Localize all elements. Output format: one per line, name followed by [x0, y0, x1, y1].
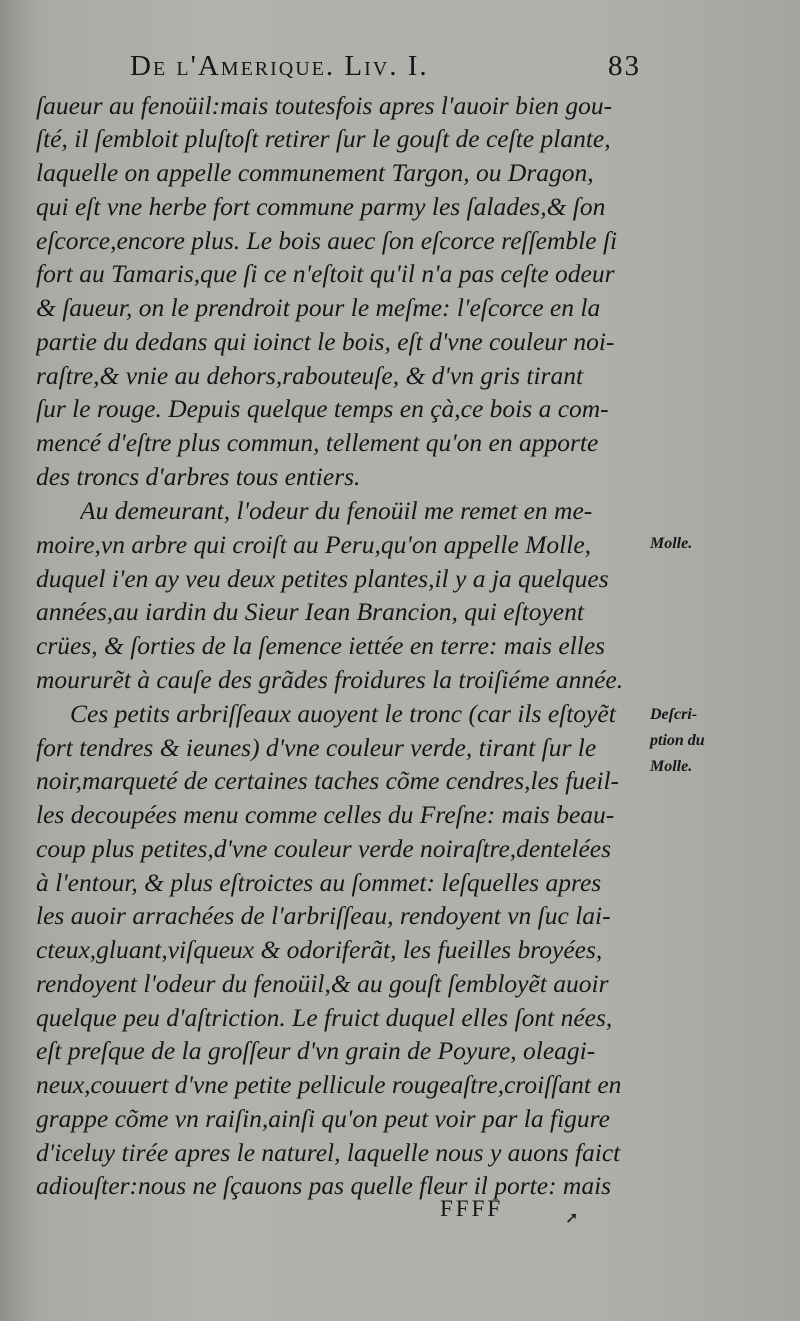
text-line-24: à l'entour, & plus eſtroictes au ſommet: leſquelles apres	[36, 868, 602, 897]
text-line-32: d'iceluy tirée apres le naturel, laquelle nous y auons faict	[36, 1138, 621, 1167]
paragraph-start-au-demeurant: Au demeurant, l'odeur du fenoüil me remet en me-	[80, 496, 593, 525]
text-line-3: laquelle on appelle communement Targon, ou Dragon,	[36, 158, 594, 187]
margin-note-line: ption du	[650, 732, 705, 749]
text-line-23: coup plus petites,d'vne couleur verde noiraſtre,dentelées	[36, 834, 612, 863]
margin-note-description	[650, 702, 730, 780]
text-line-1: ſaueur au fenoüil:mais toutesfois apres l'auoir bien gou-	[36, 91, 613, 120]
text-line-21: noir,marqueté de certaines taches cõme cendres,les fueil-	[36, 766, 620, 795]
text-line-5: eſcorce,encore plus. Le bois auec ſon eſcorce reſſemble ſi	[36, 226, 618, 255]
text-line-11: mencé d'eſtre plus commun, tellement qu'on en apporte	[36, 428, 599, 457]
text-line-15: duquel i'en ay veu deux petites plantes,il y a ja quelques	[36, 564, 609, 593]
text-line-26: cteux,gluant,viſqueux & odoriferãt, les fueilles broyées,	[36, 935, 603, 964]
signature-mark: FFFF	[440, 1196, 504, 1221]
text-line-22: les decoupées menu comme celles du Freſne: mais beau-	[36, 800, 615, 829]
text-line-7: & ſaueur, on le prendroit pour le meſme: l'eſcorce en la	[36, 293, 601, 322]
page-number: 83	[608, 50, 641, 82]
catchword-arrow-icon: ➚	[565, 1210, 579, 1227]
text-line-28: quelque peu d'aſtriction. Le fruict duquel elles ſont nées,	[36, 1003, 613, 1032]
running-head	[130, 50, 670, 90]
text-line-6: fort au Tamaris,que ſi ce n'eſtoit qu'il n'a pas ceſte odeur	[36, 259, 615, 288]
text-line-10: ſur le rouge. Depuis quelque temps en çà,ce bois a com-	[36, 394, 609, 423]
text-line-8: partie du dedans qui ioinct le bois, eſt d'vne couleur noi-	[36, 327, 615, 356]
text-line-16: années,au iardin du Sieur Iean Brancion, qui eſtoyent	[36, 597, 584, 626]
text-line-2: ſté, il ſembloit pluſtoſt retirer ſur le gouſt de ceſte plante,	[36, 124, 611, 153]
running-head-title: De l'Amerique. Liv. I.	[130, 50, 429, 82]
text-line-27: rendoyent l'odeur du fenoüil,& au gouſt ſembloyẽt auoir	[36, 969, 609, 998]
paragraph-start-ces-petits: Ces petits arbriſſeaux auoyent le tronc (car ils eſtoyẽt	[70, 699, 616, 728]
text-line-12: des troncs d'arbres tous entiers.	[36, 462, 361, 491]
text-line-25: les auoir arrachées de l'arbriſſeau, rendoyent vn ſuc lai-	[36, 901, 611, 930]
margin-note-line: Molle.	[650, 758, 693, 775]
text-line-17: crües, & ſorties de la ſemence iettée en terre: mais elles	[36, 631, 606, 660]
text-line-29: eſt preſque de la groſſeur d'vn grain de Poyure, oleagi-	[36, 1036, 596, 1065]
text-line-4: qui eſt vne herbe fort commune parmy les ſalades,& ſon	[36, 192, 606, 221]
text-line-18: moururẽt à cauſe des grãdes froidures la troiſiéme année.	[36, 665, 624, 694]
margin-note-line: Deſcri-	[650, 706, 698, 723]
text-line-9: raſtre,& vnie au dehors,rabouteuſe, & d'vn gris tirant	[36, 361, 584, 390]
text-line-30: neux,couuert d'vne petite pellicule rougeaſtre,croiſſant en	[36, 1070, 622, 1099]
text-line-33: adiouſter:nous ne ſçauons pas quelle fleur il porte: mais	[36, 1171, 612, 1200]
text-line-14: moire,vn arbre qui croiſt au Peru,qu'on appelle Molle,	[36, 530, 592, 559]
margin-note-molle: Molle.	[650, 535, 693, 552]
text-line-31: grappe cõme vn raiſin,ainſi qu'on peut voir par la figure	[36, 1104, 610, 1133]
text-line-20: fort tendres & ieunes) d'vne couleur verde, tirant ſur le	[36, 733, 597, 762]
